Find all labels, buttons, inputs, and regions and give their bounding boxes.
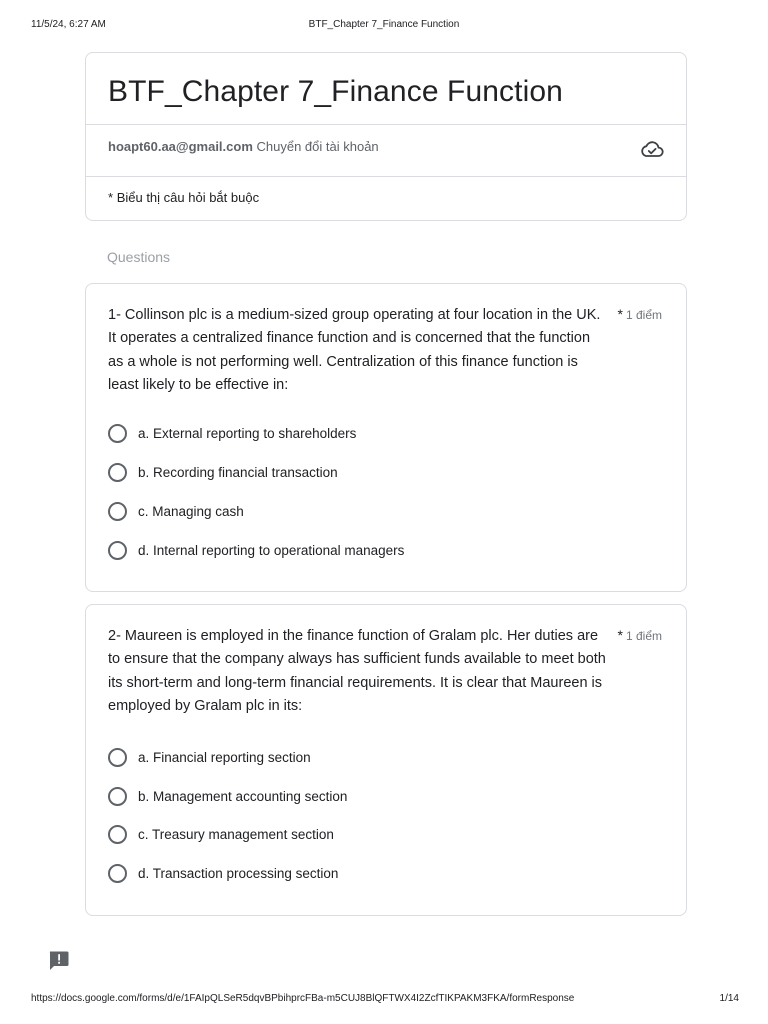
divider [86,124,686,125]
question-points [618,627,662,643]
required-star: * [617,306,623,322]
radio-option[interactable] [108,823,334,845]
radio-button[interactable] [108,787,127,806]
option-label: b. Recording financial transaction [138,464,338,480]
form-title: BTF_Chapter 7_Finance Function [108,75,563,108]
radio-button[interactable] [108,424,127,443]
question-text: 2- Maureen is employed in the finance function of Gralam plc. Her duties are to ensure that the company always has sufficient funds available to meet both its short-term and long-term financial requirements. It is clear that Maureen is employed by Gralam plc in its: [108,628,606,714]
account-email: hoapt60.aa@gmail.com [108,139,253,154]
print-doc-title: BTF_Chapter 7_Finance Function [308,19,460,30]
radio-option[interactable] [108,539,404,561]
form-header-card [85,52,687,221]
report-problem-icon[interactable] [48,950,69,971]
print-url: https://docs.google.com/forms/d/e/1FAIpQLSeR5dqvBPbihprcFBa-m5CUJ8BlQFTWX4I2ZcfTIKPAKM3FKA/formResponse [31,993,575,1004]
required-star: * [108,190,114,205]
points-label: 1 điểm [625,308,662,322]
radio-button[interactable] [108,541,127,560]
radio-option[interactable] [108,746,311,768]
option-label: c. Treasury management section [138,826,334,842]
print-page-number: 1/14 [719,993,739,1004]
radio-option[interactable] [108,422,356,444]
option-label: c. Managing cash [138,503,244,519]
radio-button[interactable] [108,825,127,844]
required-star: * [617,627,623,643]
radio-button[interactable] [108,463,127,482]
option-label: a. Financial reporting section [138,749,311,765]
question-points [618,306,662,322]
question-text: 1- Collinson plc is a medium-sized group operating at four location in the UK. It operates a centralized finance function and is concerned that the function as a whole is not performing well. Centralization of this finance function is least likely to be effective in: [108,307,601,393]
radio-button[interactable] [108,502,127,521]
radio-option[interactable] [108,862,338,884]
option-label: b. Management accounting section [138,788,348,804]
option-label: d. Transaction processing section [138,865,339,881]
print-footer [0,993,768,1007]
required-note [108,190,259,205]
radio-button[interactable] [108,864,127,883]
points-label: 1 điểm [625,629,662,643]
radio-option[interactable] [108,500,244,522]
option-label: d. Internal reporting to operational managers [138,542,405,558]
question-card [85,283,687,592]
section-label: Questions [107,249,171,265]
switch-account-link[interactable]: Chuyển đổi tài khoản [256,139,379,154]
radio-button[interactable] [108,748,127,767]
question-card [85,604,687,916]
required-note-text: Biểu thị câu hỏi bắt buộc [116,190,260,205]
divider [86,176,686,177]
print-datetime: 11/5/24, 6:27 AM [31,19,106,30]
radio-option[interactable] [108,785,347,807]
account-row [108,139,379,154]
cloud-done-icon[interactable] [640,138,664,160]
option-label: a. External reporting to shareholders [138,425,357,441]
print-header [0,19,768,33]
radio-option[interactable] [108,461,338,483]
